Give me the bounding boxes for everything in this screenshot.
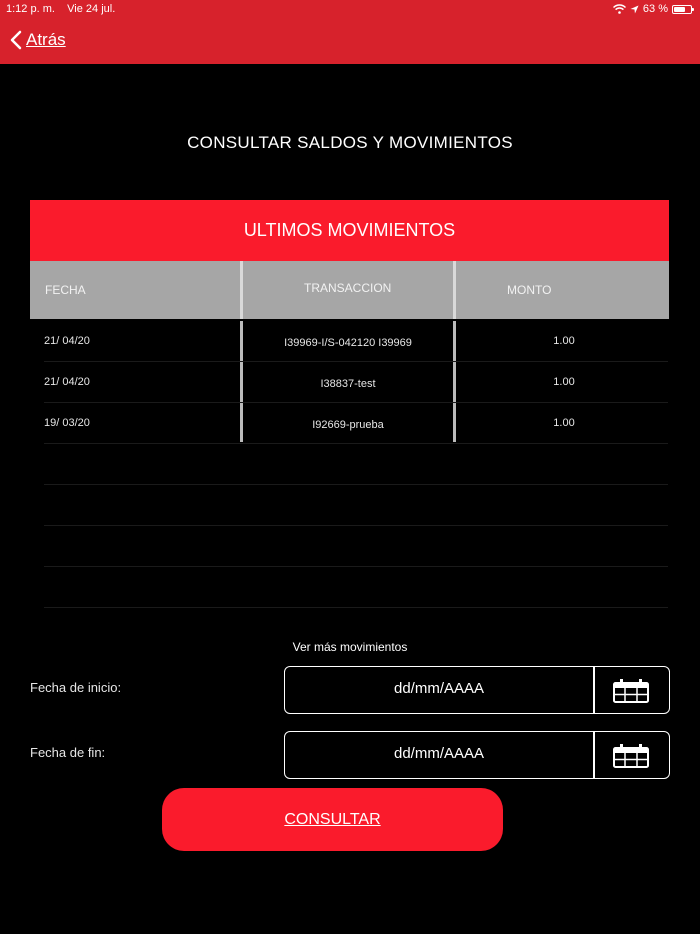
calendar-icon[interactable] [611, 743, 651, 769]
field-divider [593, 667, 595, 713]
table-row [44, 567, 668, 608]
col-header-transaccion: TRANSACCION [304, 281, 392, 295]
column-divider [453, 261, 456, 319]
row-fecha: 21/ 04/20 [44, 376, 90, 388]
row-monto: 1.00 [553, 376, 575, 388]
row-transaccion: I38837-test [320, 378, 376, 390]
status-time: 1:12 p. m. [6, 3, 55, 15]
chevron-left-icon [10, 30, 22, 50]
back-button[interactable] [10, 30, 66, 50]
battery-icon [672, 5, 692, 14]
table-row [44, 321, 668, 362]
table-row [44, 526, 668, 567]
nav-bar [0, 20, 700, 64]
calendar-icon[interactable] [611, 678, 651, 704]
end-date-label: Fecha de fin: [30, 745, 106, 760]
status-bar [0, 0, 700, 20]
row-monto: 1.00 [553, 335, 575, 347]
page-title: CONSULTAR SALDOS Y MOVIMIENTOS [187, 133, 513, 152]
row-transaccion: I39969-I/S-042120 I39969 [284, 337, 412, 349]
end-date-input[interactable]: dd/mm/AAAA [393, 745, 485, 762]
movements-header: ULTIMOS MOVIMIENTOS [30, 200, 669, 261]
row-fecha: 19/ 03/20 [44, 417, 90, 429]
location-arrow-icon [630, 5, 639, 14]
battery-percent: 63 % [642, 3, 668, 15]
status-time-date [6, 3, 115, 15]
ver-mas-link[interactable]: Ver más movimientos [292, 640, 408, 654]
back-label: Atrás [26, 30, 66, 49]
field-divider [593, 732, 595, 778]
row-fecha: 21/ 04/20 [44, 335, 90, 347]
row-transaccion: I92669-prueba [312, 419, 384, 431]
row-monto: 1.00 [553, 417, 575, 429]
table-row [44, 403, 668, 444]
col-header-fecha: FECHA [45, 283, 86, 297]
end-date-field[interactable] [284, 731, 670, 779]
table-row [44, 362, 668, 403]
movements-table-body [44, 321, 668, 608]
status-date: Vie 24 jul. [67, 3, 116, 15]
table-row [44, 485, 668, 526]
col-header-monto: MONTO [507, 283, 552, 297]
column-divider [240, 261, 243, 319]
wifi-icon [613, 4, 626, 14]
table-header [30, 261, 669, 319]
table-row [44, 444, 668, 485]
consultar-button[interactable]: CONSULTAR [162, 788, 503, 851]
start-date-label: Fecha de inicio: [30, 680, 122, 695]
status-indicators [613, 3, 692, 15]
start-date-field[interactable] [284, 666, 670, 714]
start-date-input[interactable]: dd/mm/AAAA [393, 680, 485, 697]
